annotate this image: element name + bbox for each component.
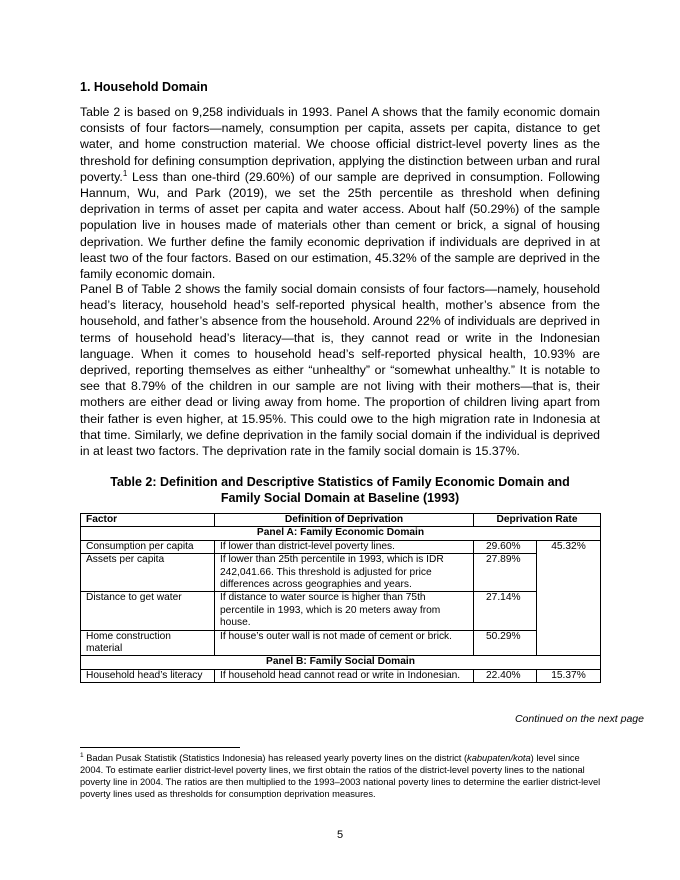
header-definition: Definition of Deprivation [215, 514, 474, 527]
row-definition: If lower than district-level poverty lines. [215, 540, 474, 553]
footnote-reference[interactable]: 1 [122, 168, 128, 178]
row-factor: Consumption per capita [81, 540, 215, 553]
table-row [81, 630, 601, 656]
row-rate: 22.40% [474, 669, 537, 682]
paragraph-1-text-b: Less than one-third (29.60%) of our sample are deprived in consumption. Following Hannum, Wu, and Park (2019), we set the 25th percentile as threshold when defining deprivation in terms of asset per capita and water access. About half (50.29%) of the sample population live in houses made of materials other than cement or brick, a signal of housing deprivation. We further define the family economic deprivation if individuals are deprived in at least two of the four factors. Based on our estimation, 45.32% of the sample are deprived in the family economic domain. [80, 169, 600, 282]
paragraph-1-text-a: Table 2 is based on 9,258 individuals in 1993. Panel A shows that the family economic domain consists of four factors—namely, consumption per capita, assets per capita, distance to get water, and home construction material. We choose official district-level poverty lines as the threshold for defining consumption deprivation, applying the distinction between urban and rural poverty. [80, 105, 600, 184]
panel-b-label: Panel B: Family Social Domain [81, 656, 601, 669]
table-header-row [81, 514, 601, 527]
row-definition: If lower than 25th percentile in 1993, which is IDR 242,041.66. This threshold is adjusted for price differences across geographies and years. [215, 554, 474, 592]
table-row [81, 592, 601, 630]
row-rate: 29.60% [474, 540, 537, 553]
row-factor: Household head’s literacy [81, 669, 215, 682]
footnote-divider [80, 747, 240, 748]
table-title-line-2: Family Social Domain at Baseline (1993) [220, 491, 460, 505]
row-definition: If house’s outer wall is not made of cement or brick. [215, 630, 474, 656]
header-factor: Factor [81, 514, 215, 527]
panel-b-aggregate-rate: 15.37% [537, 669, 601, 682]
page-number: 5 [336, 829, 344, 841]
footnote-text-italic: kabupaten/kota [467, 753, 531, 763]
continued-note: Continued on the next page [514, 713, 644, 725]
section-heading: 1. Household Domain [80, 80, 208, 94]
panel-b-label-row [81, 656, 601, 669]
footnote-text-a: Badan Pusak Statistik (Statistics Indonesia) has released yearly poverty lines on the district ( [83, 753, 468, 763]
panel-a-label-row [81, 527, 601, 540]
deprivation-table [80, 513, 601, 683]
paragraph-2: Panel B of Table 2 shows the family social domain consists of four factors—namely, household head’s literacy, household head’s self-reported physical health, mother’s absence from the household, and father’s absence from the household. Around 22% of individuals are deprived in terms of household head’s literacy—that is, they cannot read or write in the Indonesian language. When it comes to household head’s self-reported physical health, 10.93% are deprived, reporting themselves as either “unhealthy” or “somewhat unhealthy.” It is notable to see that 8.79% of the children in our sample are not living with their mothers—that is, their mothers are either dead or living away from home. The proportion of children living apart from their father is even higher, at 15.95%. This could owe to the high migration rate in Indonesia at that time. Similarly, we define deprivation in the family social domain if the individual is deprived in at least two factors. The deprivation rate in the family social domain is 15.37%. [80, 282, 600, 459]
row-definition: If household head cannot read or write in Indonesian. [215, 669, 474, 682]
row-rate: 27.89% [474, 554, 537, 592]
row-factor: Home construction material [81, 630, 215, 656]
row-factor: Assets per capita [81, 554, 215, 592]
footnote-text-b: ) level since 2004. To estimate earlier district-level poverty lines, we first obtain the ratios of the district-level poverty lines to the national poverty line in 2004. The ratios are then multiplied to the 1993–2003 national poverty lines to determine the earlier district-level poverty lines used as thresholds for consumption deprivation measures. [80, 753, 601, 799]
table-row [81, 669, 601, 682]
table-row [81, 554, 601, 592]
footnote-mark: 1 [80, 751, 84, 759]
table-title [80, 474, 600, 506]
panel-a-aggregate-rate: 45.32% [537, 540, 601, 656]
footnote [80, 752, 604, 800]
table-title-line-1: Table 2: Definition and Descriptive Statistics of Family Economic Domain and [110, 475, 570, 489]
row-factor: Distance to get water [81, 592, 215, 630]
table-row [81, 540, 601, 553]
row-rate: 27.14% [474, 592, 537, 630]
header-rate: Deprivation Rate [474, 514, 601, 527]
row-rate: 50.29% [474, 630, 537, 656]
panel-a-label: Panel A: Family Economic Domain [81, 527, 601, 540]
row-definition: If distance to water source is higher than 75th percentile in 1993, which is 20 meters away from house. [215, 592, 474, 630]
paragraph-1 [80, 104, 600, 282]
